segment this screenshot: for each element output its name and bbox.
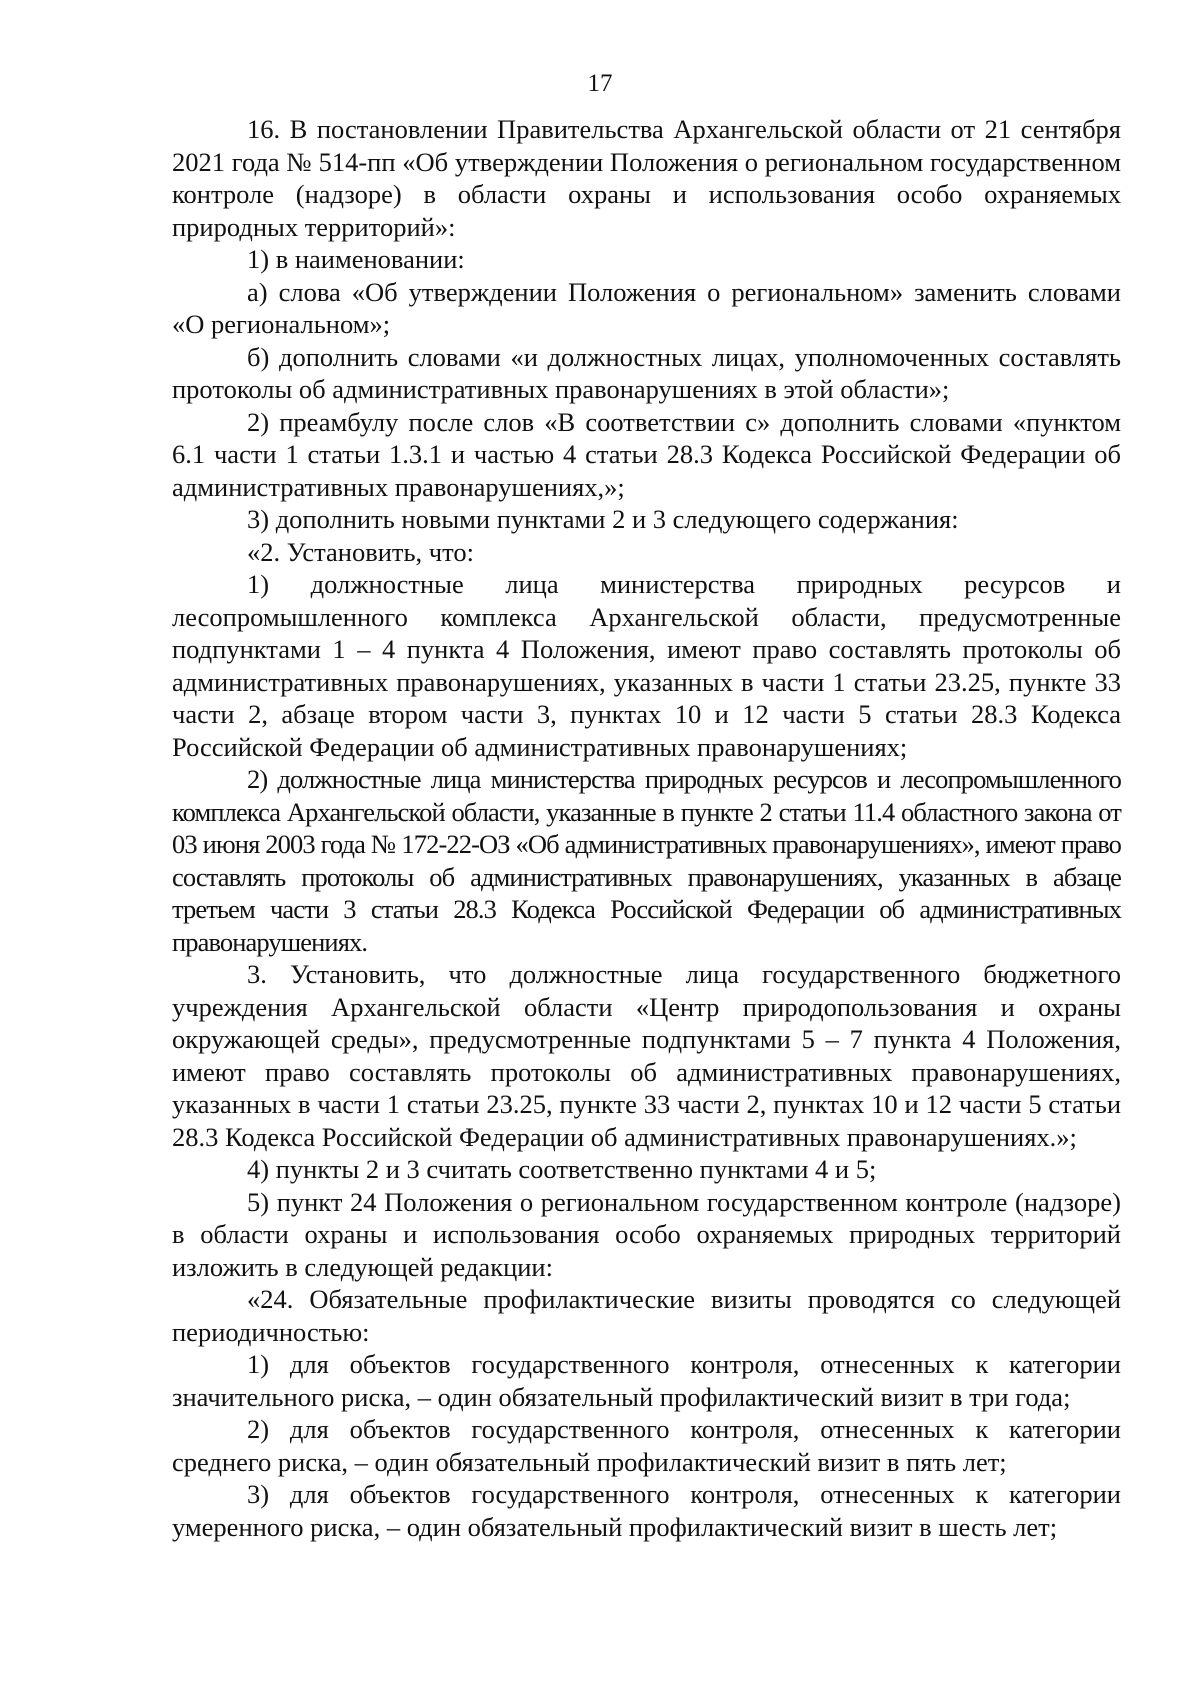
paragraph-16-intro: 16. В постановлении Правительства Архангельской области от 21 сентября 2021 года № 514-пп «Об утверждении Положения о региональном государственном контроле (надзоре) в области охраны и использования особо охраняемых природных территорий»: <box>172 114 1121 242</box>
paragraph-item-4: 4) пункты 2 и 3 считать соответственно пунктами 4 и 5; <box>247 1154 877 1184</box>
paragraph-point-24-sub-1: 1) для объектов государственного контроля, отнесенных к категории значительного риска, – один обязательный профилактический визит в три года; <box>172 1349 1121 1412</box>
paragraph-item-2: 2) преамбулу после слов «В соответствии с» дополнить словами «пунктом 6.1 части 1 статьи 1.3.1 и частью 4 статьи 28.3 Кодекса Российской Федерации об административных правонарушениях,»; <box>172 406 1121 502</box>
paragraph-point-24-sub-2: 2) для объектов государственного контроля, отнесенных к категории среднего риска, – один обязательный профилактический визит в пять лет; <box>172 1414 1121 1477</box>
paragraph-item-1b: б) дополнить словами «и должностных лицах, уполномоченных составлять протоколы об административных правонарушениях в этой области»; <box>172 341 1121 404</box>
paragraph-point-24: «24. Обязательные профилактические визиты проводятся со следующей периодичностью: <box>172 1284 1121 1347</box>
paragraph-item-1: 1) в наименовании: <box>247 244 465 274</box>
paragraph-point-2-heading: «2. Установить, что: <box>247 536 474 567</box>
paragraph-point-24-sub-3: 3) для объектов государственного контроля, отнесенных к категории умеренного риска, – один обязательный профилактический визит в шесть лет; <box>172 1479 1121 1542</box>
paragraph-item-1a: а) слова «Об утверждении Положения о региональном» заменить словами «О региональном»; <box>172 276 1121 339</box>
page-number: 17 <box>587 70 613 97</box>
paragraph-point-2-sub-2: 2) должностные лица министерства природных ресурсов и лесопромышленного комплекса Архангельской области, указанные в пункте 2 статьи 11.4 областного закона от 03 июня 2003 года № 172-22-ОЗ «Об административных правонарушениях», имеют право составлять протоколы об административных правонарушениях, указанных в абзаце третьем части 3 статьи 28.3 Кодекса Российской Федерации об административных правонарушениях. <box>172 764 1121 957</box>
document-body <box>172 113 1121 1543</box>
paragraph-item-3: 3) дополнить новыми пунктами 2 и 3 следующего содержания: <box>247 504 959 534</box>
paragraph-item-5: 5) пункт 24 Положения о региональном государственном контроле (надзоре) в области охраны и использования особо охраняемых природных территорий изложить в следующей редакции: <box>172 1186 1121 1282</box>
paragraph-point-2-sub-1: 1) должностные лица министерства природных ресурсов и лесопромышленного комплекса Архангельской области, предусмотренные подпунктами 1 – 4 пункта 4 Положения, имеют право составлять протоколы об административных правонарушениях, указанных в части 1 статьи 23.25, пункте 33 части 2, абзаце втором части 3, пунктах 10 и 12 части 5 статьи 28.3 Кодекса Российской Федерации об административных правонарушениях; <box>172 569 1121 762</box>
paragraph-point-3: 3. Установить, что должностные лица государственного бюджетного учреждения Архангельской области «Центр природопользования и охраны окружающей среды», предусмотренные подпунктами 5 – 7 пункта 4 Положения, имеют право составлять протоколы об административных правонарушениях, указанных в части 1 статьи 23.25, пункте 33 части 2, пунктах 10 и 12 части 5 статьи 28.3 Кодекса Российской Федерации об административных правонарушениях.»; <box>172 959 1121 1152</box>
